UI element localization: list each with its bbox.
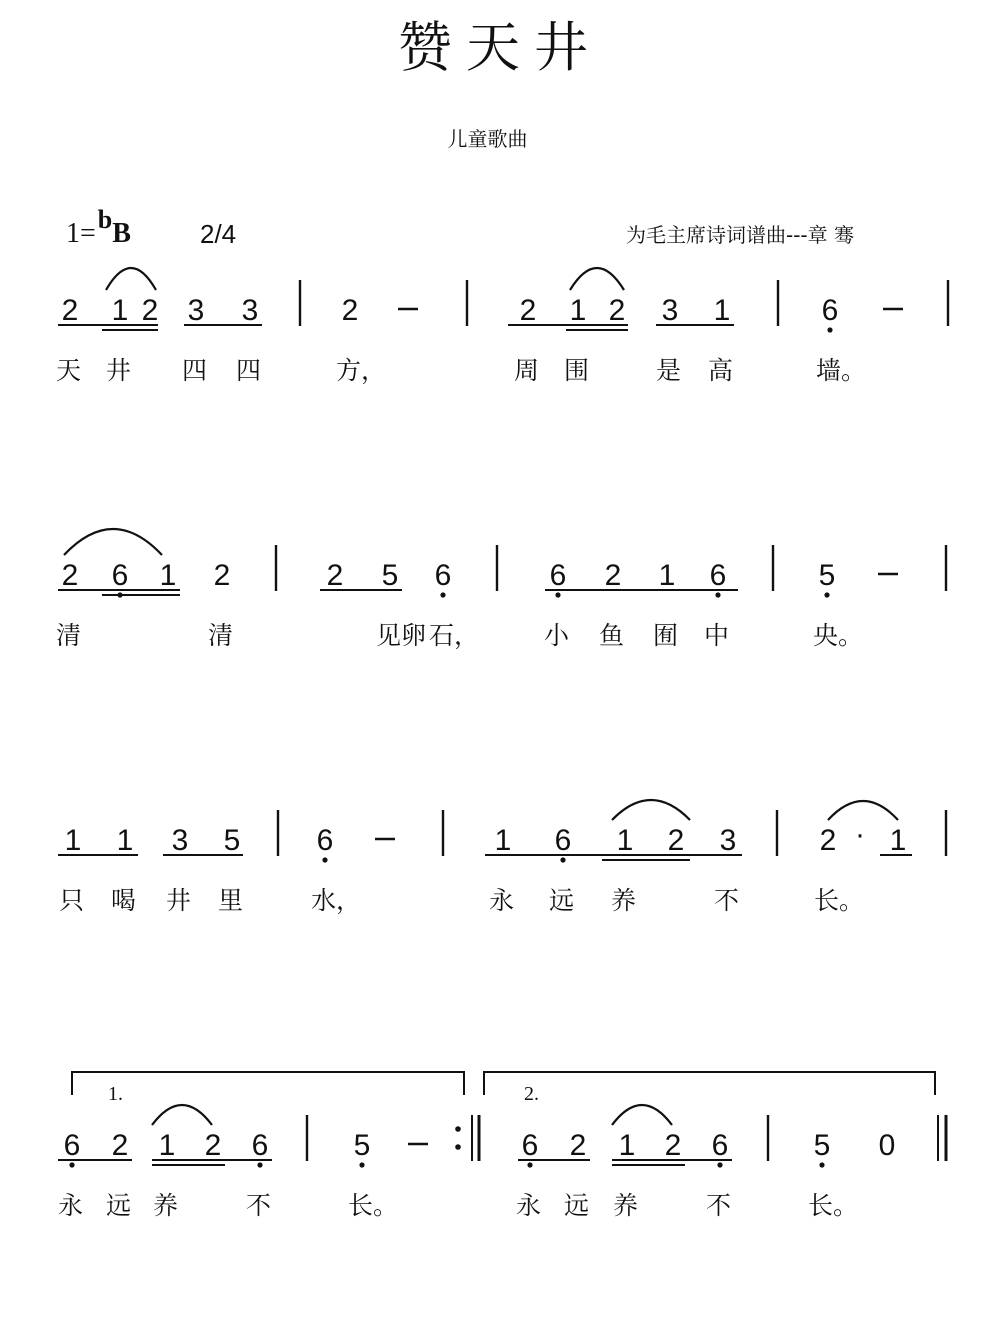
low-octave-dot	[824, 592, 829, 597]
note-digit: 2	[664, 1129, 682, 1162]
volta-bracket-1	[72, 1072, 464, 1095]
time-signature: 2/4	[200, 219, 237, 249]
lyric-syllable: 永	[489, 886, 515, 915]
lyric-syllable: 远	[564, 1191, 590, 1220]
low-octave-dot	[322, 857, 327, 862]
lyric-syllable: 远	[106, 1191, 132, 1220]
note-digit: 2	[341, 294, 359, 327]
flat-sign: b	[97, 205, 113, 234]
volta-label-2: 2.	[524, 1083, 539, 1105]
note-digit: 1	[569, 294, 587, 327]
lyric-syllable: 见卵	[376, 621, 427, 650]
lyric-syllable: 里	[218, 886, 244, 915]
slur	[152, 1105, 212, 1125]
low-octave-dot	[560, 857, 565, 862]
low-octave-dot	[69, 1162, 74, 1167]
note-digit: 1	[159, 559, 177, 592]
low-octave-dot	[257, 1162, 262, 1167]
note-digit: 5	[381, 559, 399, 592]
note-digit: 6	[63, 1129, 81, 1162]
note-digit: 6	[111, 559, 129, 592]
lyric-syllable: 小	[544, 621, 570, 650]
slur	[612, 800, 690, 820]
lyric-syllable: 水，	[311, 886, 362, 915]
note-digit: 3	[661, 294, 679, 327]
note-digit: 6	[434, 559, 452, 592]
lyric-syllable: 养	[611, 886, 637, 915]
song-title: 赞天井	[398, 16, 602, 79]
lyric-syllable: 清	[208, 621, 234, 650]
lyric-syllable: 墙。	[816, 356, 867, 385]
lyric-syllable: 石，	[429, 621, 480, 650]
note-digit: 6	[821, 294, 839, 327]
note-digit: 3	[187, 294, 205, 327]
lyric-syllable: 四	[182, 356, 208, 385]
note-digit: 6	[521, 1129, 539, 1162]
lyric-syllable: 中	[704, 621, 730, 650]
note-digit: 3	[241, 294, 259, 327]
note-digit: 2	[519, 294, 537, 327]
note-digit: 3	[171, 824, 189, 857]
note-digit: 2	[604, 559, 622, 592]
lyric-syllable: 长。	[348, 1191, 399, 1220]
repeat-dot	[455, 1144, 461, 1150]
note-digit: 2	[213, 559, 231, 592]
note-digit: 2	[569, 1129, 587, 1162]
slur	[570, 268, 624, 290]
note-digit: 1	[658, 559, 676, 592]
lyric-syllable: 四	[236, 356, 262, 385]
lyric-syllable: 不	[246, 1191, 272, 1220]
lyric-syllable: 长。	[808, 1191, 859, 1220]
low-octave-dot	[819, 1162, 824, 1167]
note-digit: 6	[549, 559, 567, 592]
key-prefix: 1=	[66, 218, 96, 249]
note-digit: 6	[711, 1129, 729, 1162]
note-digit: 1	[158, 1129, 176, 1162]
low-octave-dot	[440, 592, 445, 597]
lyric-syllable: 井	[106, 356, 132, 385]
lyric-syllable: 囿	[653, 621, 679, 650]
note-digit: 1	[616, 824, 634, 857]
lyric-syllable: 鱼	[599, 621, 625, 650]
note-digit: 2	[204, 1129, 222, 1162]
note-digit: 6	[554, 824, 572, 857]
note-digit: 6	[316, 824, 334, 857]
lyric-syllable: 是	[656, 356, 682, 385]
lyric-syllable: 不	[706, 1191, 732, 1220]
note-digit: 2	[667, 824, 685, 857]
lyric-syllable: 围	[564, 356, 590, 385]
note-digit: 5	[223, 824, 241, 857]
lyric-syllable: 高	[708, 356, 734, 385]
note-digit: 2	[61, 559, 79, 592]
note-digit: 1	[116, 824, 134, 857]
key-letter: B	[112, 218, 131, 249]
song-subtitle: 儿童歌曲	[447, 127, 528, 151]
note-digit: 2	[141, 294, 159, 327]
repeat-dot	[455, 1126, 461, 1132]
lyric-syllable: 井	[166, 886, 192, 915]
slur	[106, 268, 156, 290]
low-octave-dot	[527, 1162, 532, 1167]
note-digit: 5	[818, 559, 836, 592]
lyric-syllable: 周	[514, 356, 540, 385]
lyric-syllable: 清	[56, 621, 82, 650]
lyric-syllable: 喝	[111, 886, 137, 915]
lyric-syllable: 方，	[336, 356, 387, 385]
note-digit: 0	[878, 1129, 896, 1162]
low-octave-dot	[555, 592, 560, 597]
note-digit: 2	[111, 1129, 129, 1162]
low-octave-dot	[717, 1162, 722, 1167]
note-digit: 1	[889, 824, 907, 857]
lyric-syllable: 养	[153, 1191, 179, 1220]
low-octave-dot	[715, 592, 720, 597]
note-digit: 6	[251, 1129, 269, 1162]
augmentation-dot: ·	[855, 818, 865, 851]
note-digit: 3	[719, 824, 737, 857]
lyric-syllable: 只	[59, 886, 85, 915]
note-digit: 6	[709, 559, 727, 592]
lyric-syllable: 养	[613, 1191, 639, 1220]
lyric-syllable: 永	[58, 1191, 84, 1220]
lyric-syllable: 远	[549, 886, 575, 915]
lyric-syllable: 不	[714, 886, 740, 915]
note-digit: 2	[819, 824, 837, 857]
lyric-syllable: 央。	[813, 621, 864, 650]
lyric-syllable: 长。	[814, 886, 865, 915]
lyric-syllable: 永	[516, 1191, 542, 1220]
low-octave-dot	[827, 327, 832, 332]
volta-bracket-2	[484, 1072, 935, 1095]
low-octave-dot	[359, 1162, 364, 1167]
note-digit: 1	[618, 1129, 636, 1162]
note-digit: 2	[326, 559, 344, 592]
note-digit: 5	[353, 1129, 371, 1162]
composer-credit: 为毛主席诗词谱曲---章 骞	[626, 223, 855, 247]
volta-label-1: 1.	[108, 1083, 123, 1105]
note-digit: 2	[61, 294, 79, 327]
note-digit: 2	[608, 294, 626, 327]
note-digit: 1	[494, 824, 512, 857]
note-digit: 1	[64, 824, 82, 857]
note-digit: 5	[813, 1129, 831, 1162]
note-digit: 1	[713, 294, 731, 327]
slur	[64, 529, 162, 555]
note-digit: 1	[111, 294, 129, 327]
slur	[612, 1105, 672, 1125]
lyric-syllable: 天	[56, 356, 82, 385]
